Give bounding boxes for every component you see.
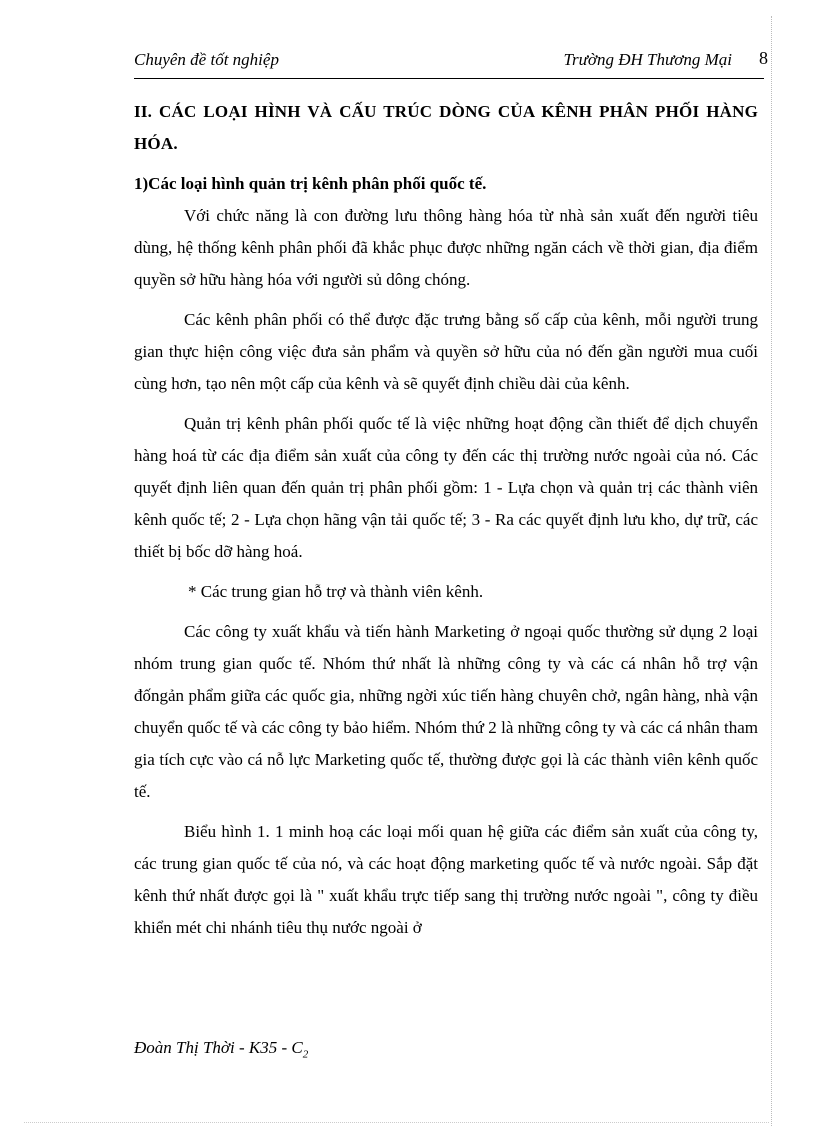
paragraph: Với chức năng là con đường lưu thông hàng hóa từ nhà sản xuất đến người tiêu dùng, hệ thống kênh phân phối đã khắc phục được những ngăn cách về thời gian, địa điểm quyền sở hữu hàng hóa với người sủ dông chóng. [134, 206, 758, 289]
header-right-title: Trường ĐH Thương Mại [563, 50, 732, 69]
paragraph: Quản trị kênh phân phối quốc tế là việc những hoạt động cần thiết để dịch chuyển hàng hoá từ các địa điểm sản xuất của công ty đến các thị trường nước ngoài của nó. Các quyết định liên quan đến quản trị phân phối gồm: 1 - Lựa chọn và quản trị các thành viên kênh quốc tế; 2 - Lựa chọn hãng vận tải quốc tế; 3 - Ra các quyết định lưu kho, dự trữ, các thiết bị bốc dỡ hàng hoá. [134, 414, 758, 561]
subsection-heading: 1)Các loại hình quản trị kênh phân phối quốc tế. [134, 174, 487, 193]
section-heading: II. CÁC LOẠI HÌNH VÀ CẤU TRÚC DÒNG CỦA KÊNH PHÂN PHỐI HÀNG HÓA. [134, 102, 758, 153]
footer-author: Đoàn Thị Thời - K35 - C [134, 1038, 303, 1057]
margin-guide-line [771, 16, 772, 1126]
header-left-title: Chuyên đề tốt nghiệp [134, 50, 279, 69]
page-body [134, 96, 758, 952]
page-header [134, 46, 768, 76]
bullet-note: * Các trung gian hỗ trợ và thành viên kênh. [188, 582, 484, 601]
paragraph: Biểu hình 1. 1 minh hoạ các loại mối quan hệ giữa các điểm sản xuất của công ty, các trung gian quốc tế của nó, và các hoạt động marketing quốc tế và nước ngoài. Sắp đặt kênh thứ nhất được gọi là " xuất khẩu trực tiếp sang thị trường nước ngoài ", công ty điều khiển mét chi nhánh tiêu thụ nước ngoài ở [134, 822, 758, 937]
footer-subscript: 2 [302, 1048, 309, 1061]
paragraph: Các kênh phân phối có thể được đặc trưng bằng số cấp của kênh, mỗi người trung gian thực hiện công việc đưa sản phẩm và quyền sở hữu của nó đến gần người mua cuối cùng hơn, tạo nên một cấp của kênh và sẽ quyết định chiều dài của kênh. [134, 310, 758, 393]
header-divider [134, 78, 764, 79]
page-footer [134, 1038, 308, 1060]
paragraph: Các công ty xuất khẩu và tiến hành Marketing ở ngoại quốc thường sử dụng 2 loại nhóm trung gian quốc tế. Nhóm thứ nhất là những công ty và các cá nhân hỗ trợ vận đốngản phẩm giữa các quốc gia, những ngời xúc tiến hàng chuyên chở, ngân hàng, nhà vận chuyển quốc tế và các công ty bảo hiểm. Nhóm thứ 2 là những công ty và các cá nhân tham gia tích cực vào cá nỗ lực Marketing quốc tế, thường được gọi là các thành viên kênh quốc tế. [134, 622, 758, 801]
page-number: 8 [759, 48, 768, 68]
